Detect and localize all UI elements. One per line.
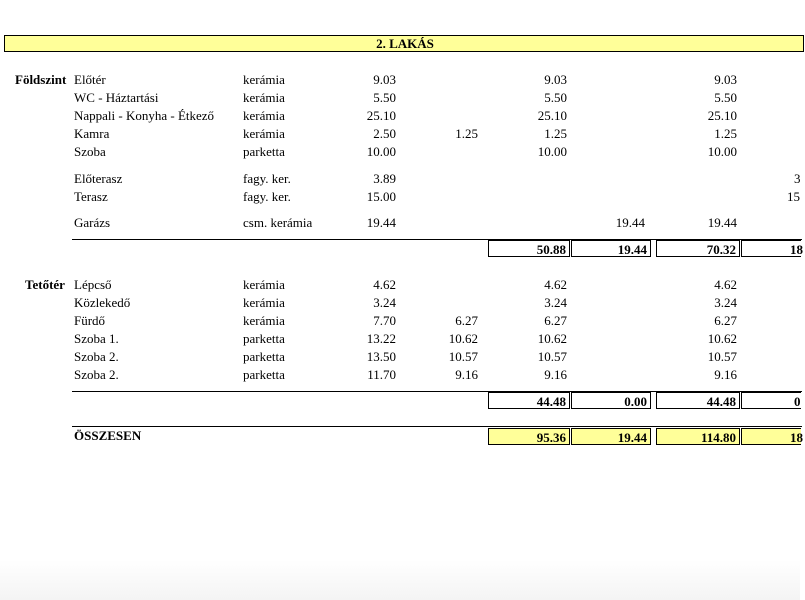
ground-row-5-c1: 3.89 xyxy=(373,171,396,186)
attic-row-4-material: parketta xyxy=(243,349,285,364)
attic-row-2-material: kerámia xyxy=(243,313,285,328)
attic-row-1-c5: 3.24 xyxy=(714,295,737,310)
attic-row-0-material: kerámia xyxy=(243,277,285,292)
ground-subtotal-box-4 xyxy=(741,240,801,257)
ground-row-2-c1: 25.10 xyxy=(366,108,396,123)
attic-row-5-c3: 9.16 xyxy=(544,367,567,382)
ground-row-3-c5: 1.25 xyxy=(714,126,737,141)
ground-subtotal-1: 50.88 xyxy=(536,242,566,257)
attic-row-4-c5: 10.57 xyxy=(707,349,737,364)
attic-row-1-c3: 3.24 xyxy=(544,295,567,310)
ground-row-3-name: Kamra xyxy=(74,126,110,141)
ground-row-2-name: Nappali - Konyha - Étkező xyxy=(74,108,215,123)
attic-row-5-name: Szoba 2. xyxy=(74,367,119,382)
ground-row-4-c5: 10.00 xyxy=(707,144,737,159)
attic-row-2-name: Fürdő xyxy=(74,313,106,328)
attic-subtotal-box-4 xyxy=(741,392,801,409)
attic-row-1-name: Közlekedő xyxy=(74,295,131,310)
total-value-3: 114.80 xyxy=(700,430,736,445)
ground-subtotal-2: 19.44 xyxy=(617,242,647,257)
ground-row-7-c1: 19.44 xyxy=(366,215,396,230)
attic-row-2-c3: 6.27 xyxy=(544,313,567,328)
attic-row-2-c2: 6.27 xyxy=(455,313,478,328)
section-label-ground: Földszint xyxy=(15,72,67,87)
total-box-1 xyxy=(488,428,570,445)
attic-row-1-c1: 3.24 xyxy=(373,295,396,310)
attic-row-4-c2: 10.57 xyxy=(448,349,478,364)
attic-row-4-c3: 10.57 xyxy=(537,349,567,364)
attic-row-0-name: Lépcső xyxy=(74,277,112,292)
ground-subtotal-3: 70.32 xyxy=(706,242,736,257)
attic-subtotal-2: 0.00 xyxy=(624,394,647,409)
ground-row-5-c6: 3 xyxy=(794,171,801,186)
attic-subtotal-box-1 xyxy=(488,392,570,409)
page-title: 2. LAKÁS xyxy=(376,36,434,51)
title-bar xyxy=(4,35,804,52)
ground-row-7-c5: 19.44 xyxy=(707,215,737,230)
page-bottom-fade xyxy=(0,560,800,600)
ground-row-0-c5: 9.03 xyxy=(714,72,737,87)
attic-row-3-c1: 13.22 xyxy=(366,331,396,346)
total-label: ÖSSZESEN xyxy=(74,428,142,443)
total-value-4: 18 xyxy=(790,430,803,445)
ground-row-1-name: WC - Háztartási xyxy=(74,90,159,105)
ground-subtotal-box-1 xyxy=(488,240,570,257)
total-value-1: 95.36 xyxy=(536,430,566,445)
attic-row-3-c3: 10.62 xyxy=(537,331,567,346)
ground-row-3-c3: 1.25 xyxy=(544,126,567,141)
ground-row-0-name: Előtér xyxy=(74,72,106,87)
total-box-3 xyxy=(656,428,740,445)
attic-row-0-c3: 4.62 xyxy=(544,277,567,292)
ground-row-1-c5: 5.50 xyxy=(714,90,737,105)
ground-subtotal-4: 18 xyxy=(790,242,803,257)
ground-row-2-c5: 25.10 xyxy=(707,108,737,123)
attic-row-3-material: parketta xyxy=(243,331,285,346)
total-value-2: 19.44 xyxy=(617,430,647,445)
attic-row-4-name: Szoba 2. xyxy=(74,349,119,364)
attic-row-5-c2: 9.16 xyxy=(455,367,478,382)
ground-row-4-c1: 10.00 xyxy=(366,144,396,159)
ground-row-7-material: csm. kerámia xyxy=(243,215,313,230)
attic-row-5-c5: 9.16 xyxy=(714,367,737,382)
ground-row-3-c2: 1.25 xyxy=(455,126,478,141)
ground-subtotal-box-2 xyxy=(571,240,651,257)
total-box-4 xyxy=(741,428,801,445)
attic-subtotal-box-3 xyxy=(656,392,740,409)
total-divider xyxy=(72,426,802,427)
ground-subtotal-box-3 xyxy=(656,240,740,257)
attic-row-1-material: kerámia xyxy=(243,295,285,310)
ground-row-6-material: fagy. ker. xyxy=(243,189,291,204)
attic-subtotal-4: 0 xyxy=(794,394,801,409)
attic-subtotal-box-2 xyxy=(571,392,651,409)
ground-row-6-c6: 15 xyxy=(787,189,800,204)
attic-row-3-c5: 10.62 xyxy=(707,331,737,346)
attic-row-5-c1: 11.70 xyxy=(367,367,396,382)
attic-row-4-c1: 13.50 xyxy=(366,349,396,364)
ground-row-0-material: kerámia xyxy=(243,72,285,87)
ground-row-4-name: Szoba xyxy=(74,144,106,159)
ground-row-3-material: kerámia xyxy=(243,126,285,141)
attic-row-2-c5: 6.27 xyxy=(714,313,737,328)
attic-row-0-c1: 4.62 xyxy=(373,277,396,292)
attic-row-5-material: parketta xyxy=(243,367,285,382)
ground-row-0-c1: 9.03 xyxy=(373,72,396,87)
attic-row-3-name: Szoba 1. xyxy=(74,331,119,346)
attic-subtotal-3: 44.48 xyxy=(706,394,736,409)
ground-row-7-name: Garázs xyxy=(74,215,111,230)
ground-row-1-c3: 5.50 xyxy=(544,90,567,105)
ground-row-5-material: fagy. ker. xyxy=(243,171,291,186)
ground-row-6-name: Terasz xyxy=(74,189,108,204)
ground-row-2-c3: 25.10 xyxy=(537,108,567,123)
ground-row-3-c1: 2.50 xyxy=(373,126,396,141)
ground-row-7-c4: 19.44 xyxy=(615,215,645,230)
ground-row-1-c1: 5.50 xyxy=(373,90,396,105)
attic-row-2-c1: 7.70 xyxy=(373,313,396,328)
attic-subtotal-1: 44.48 xyxy=(536,394,566,409)
total-box-2 xyxy=(571,428,651,445)
ground-row-6-c1: 15.00 xyxy=(366,189,396,204)
ground-row-1-material: kerámia xyxy=(243,90,285,105)
ground-row-2-material: kerámia xyxy=(243,108,285,123)
ground-row-4-material: parketta xyxy=(243,144,285,159)
ground-row-0-c3: 9.03 xyxy=(544,72,567,87)
section-label-attic: Tetőtér xyxy=(25,277,65,292)
attic-row-3-c2: 10.62 xyxy=(448,331,478,346)
attic-row-0-c5: 4.62 xyxy=(714,277,737,292)
ground-row-4-c3: 10.00 xyxy=(537,144,567,159)
ground-row-5-name: Előterasz xyxy=(74,171,123,186)
